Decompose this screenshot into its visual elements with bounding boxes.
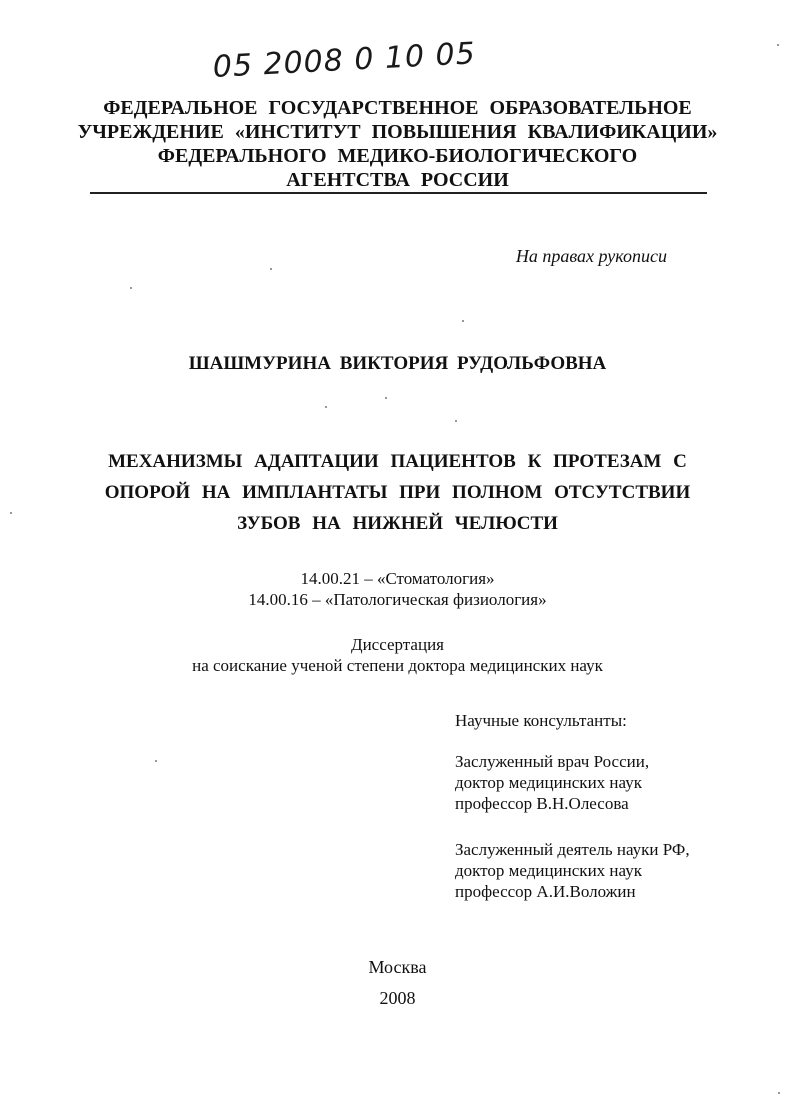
title-line: ЗУБОВ НА НИЖНЕЙ ЧЕЛЮСТИ (237, 513, 558, 534)
consultant-name: профессор В.Н.Олесова (455, 794, 629, 813)
institution-line: ФЕДЕРАЛЬНОЕ ГОСУДАРСТВЕННОЕ ОБРАЗОВАТЕЛЬНОЕ (103, 97, 692, 119)
city: Москва (368, 957, 427, 977)
dissertation-type (0, 634, 795, 676)
consultants-heading: Научные консультанты: (455, 711, 627, 730)
consultant-name: профессор А.И.Воложин (455, 882, 636, 901)
scan-speck (777, 44, 779, 46)
scan-speck (130, 287, 132, 289)
consultant-2 (455, 839, 690, 902)
scan-speck (455, 420, 457, 422)
scan-speck (325, 406, 327, 408)
dissertation-label: Диссертация (350, 635, 444, 654)
institution-line: АГЕНТСТВА РОССИИ (286, 169, 509, 191)
author-name: ШАШМУРИНА ВИКТОРИЯ РУДОЛЬФОВНА (188, 353, 607, 374)
consultant-degree: доктор медицинских наук (455, 773, 642, 792)
scan-speck (10, 512, 12, 514)
specialty-codes (0, 568, 795, 610)
consultant-1 (455, 751, 649, 814)
degree-line: на соискание ученой степени доктора медицинских наук (192, 656, 603, 675)
scan-speck (778, 1092, 780, 1094)
year: 2008 (379, 988, 416, 1008)
scan-speck (385, 397, 387, 399)
scan-speck (270, 268, 272, 270)
manuscript-note: На правах рукописи (515, 246, 667, 266)
title-line: ОПОРОЙ НА ИМПЛАНТАТЫ ПРИ ПОЛНОМ ОТСУТСТВИИ (104, 482, 691, 503)
handwritten-registration-code: 05 2008 0 10 05 (212, 36, 477, 85)
consultant-title: Заслуженный врач России, (455, 752, 650, 771)
consultant-degree: доктор медицинских наук (455, 861, 642, 880)
dissertation-title (0, 446, 795, 539)
scan-speck (155, 760, 157, 762)
institution-line: ФЕДЕРАЛЬНОГО МЕДИКО-БИОЛОГИЧЕСКОГО (157, 145, 638, 167)
institution-line: УЧРЕЖДЕНИЕ «ИНСТИТУТ ПОВЫШЕНИЯ КВАЛИФИКАЦИИ» (77, 121, 718, 143)
specialty-line: 14.00.16 – «Патологическая физиология» (248, 590, 547, 609)
title-line: МЕХАНИЗМЫ АДАПТАЦИИ ПАЦИЕНТОВ К ПРОТЕЗАМ С (108, 451, 687, 472)
consultant-title: Заслуженный деятель науки РФ, (455, 840, 690, 859)
specialty-line: 14.00.21 – «Стоматология» (300, 569, 495, 588)
scan-speck (462, 320, 464, 322)
header-divider (90, 192, 707, 194)
institution-name (0, 96, 795, 192)
